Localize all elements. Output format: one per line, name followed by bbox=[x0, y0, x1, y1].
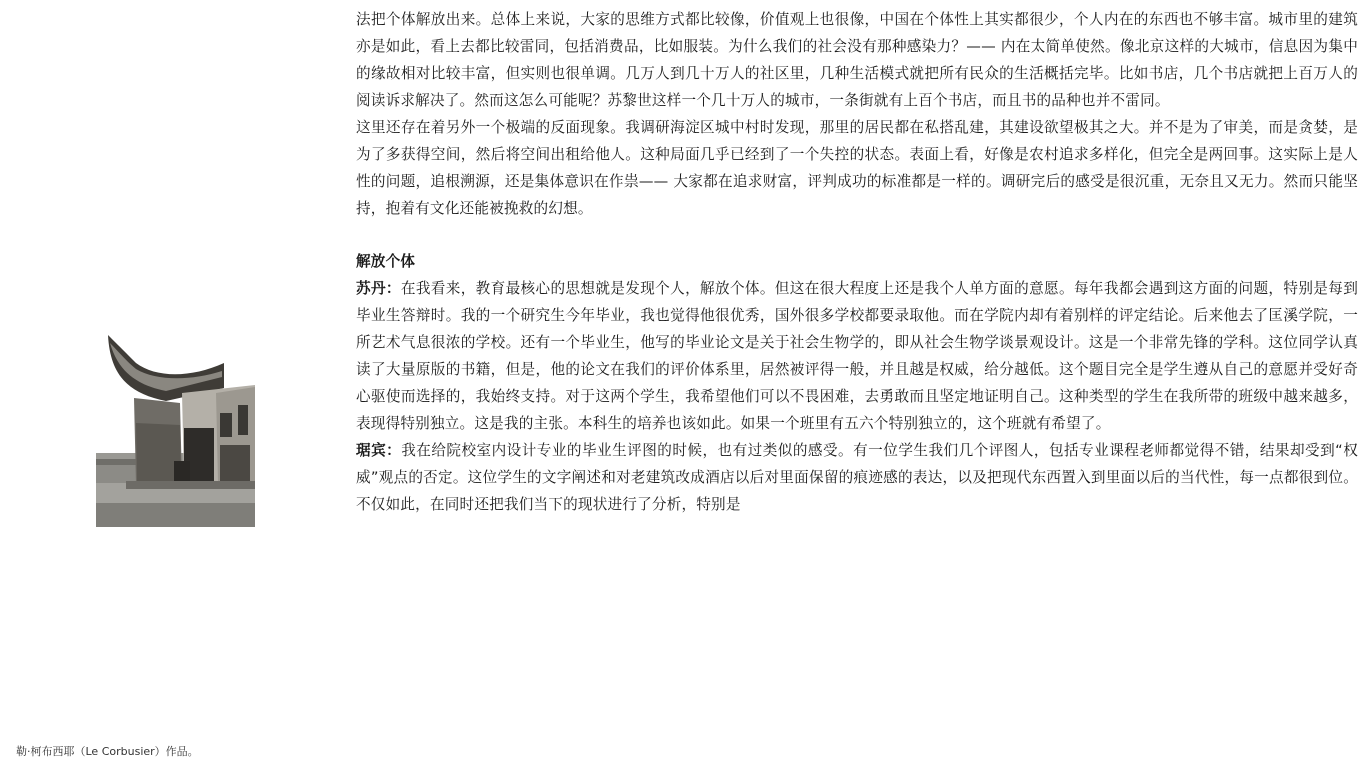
paragraph-2: 这里还存在着另外一个极端的反面现象。我调研海淀区城中村时发现，那里的居民都在私搭乱建，其建设欲望极其之大。并不是为了审美，而是贪婪，是为了多获得空间，然后将空间出租给他人。这种局面几乎已经到了一个失控的状态。表面上看，好像是农村追求多样化，但完全是两回事。这实际上是人性的问题，追根溯源，还是集体意识在作祟—— 大家都在追求财富，评判成功的标准都是一样的。调研完后的感受是很沉重，无奈且又无力。然而只能坚持，抱着有文化还能被挽救的幻想。 bbox=[356, 119, 1358, 217]
paragraph-3-text: 在我看来，教育最核心的思想就是发现个人，解放个体。但这在很大程度上还是我个人单方面的意愿。每年我都会遇到这方面的问题，特别是每到毕业生答辩时。我的一个研究生今年毕业，我也觉得他很优秀，国外很多学校都要录取他。而在学院内却有着别样的评定结论。后来他去了匡溪学院，一所艺术气息很浓的学校。还有一个毕业生，他写的毕业论文是关于社会生物学的，即从社会生物学谈景观设计。这是一个非常先锋的学科。这位同学认真读了大量原版的书籍，但是，他的论文在我们的评价体系里，居然被评得一般，并且越是权威，给分越低。这个题目完全是学生遵从自己的意愿并受好奇心驱使而选择的，我始终支持。对于这两个学生，我希望他们可以不畏困难，去勇敢而且坚定地证明自己。这种类型的学生在我所带的班级中越来越多，表现得特别独立。这是我的主张。本科生的培养也该如此。如果一个班里有五六个特别独立的，这个班就有希望了。 bbox=[356, 280, 1358, 432]
speaker-label: 苏丹： bbox=[356, 280, 401, 297]
photo-caption: 勒·柯布西耶（Le Corbusier）作品。 bbox=[16, 745, 199, 758]
paragraph-spacer bbox=[356, 222, 1358, 249]
paragraph-3 bbox=[356, 275, 1358, 437]
article-body bbox=[356, 6, 1358, 518]
section-heading: 解放个体 bbox=[356, 253, 416, 270]
building-photo bbox=[96, 333, 255, 527]
building-photo-icon bbox=[96, 333, 255, 527]
speaker-label: 琚宾： bbox=[356, 442, 402, 459]
paragraph-1: 法把个体解放出来。总体上来说，大家的思维方式都比较像，价值观上也很像，中国在个体性上其实都很少，个人内在的东西也不够丰富。城市里的建筑亦是如此，看上去都比较雷同，包括消费品，比如服装。为什么我们的社会没有那种感染力？—— 内在太简单使然。像北京这样的大城市，信息因为集中的缘故相对比较丰富，但实则也很单调。几万人到几十万人的社区里，几种生活模式就把所有民众的生活概括完毕。比如书店，几个书店就把上百万人的阅读诉求解决了。然而这怎么可能呢？苏黎世这样一个几十万人的城市，一条街就有上百个书店，而且书的品种也并不雷同。 bbox=[356, 11, 1358, 109]
paragraph-4 bbox=[356, 437, 1358, 518]
paragraph-4-text: 我在给院校室内设计专业的毕业生评图的时候，也有过类似的感受。有一位学生我们几个评图人，包括专业课程老师都觉得不错，结果却受到“权威”观点的否定。这位学生的文字阐述和对老建筑改成酒店以后对里面保留的痕迹感的表达，以及把现代东西置入到里面以后的当代性，每一点都很到位。不仅如此，在同时还把我们当下的现状进行了分析，特别是 bbox=[356, 442, 1358, 513]
